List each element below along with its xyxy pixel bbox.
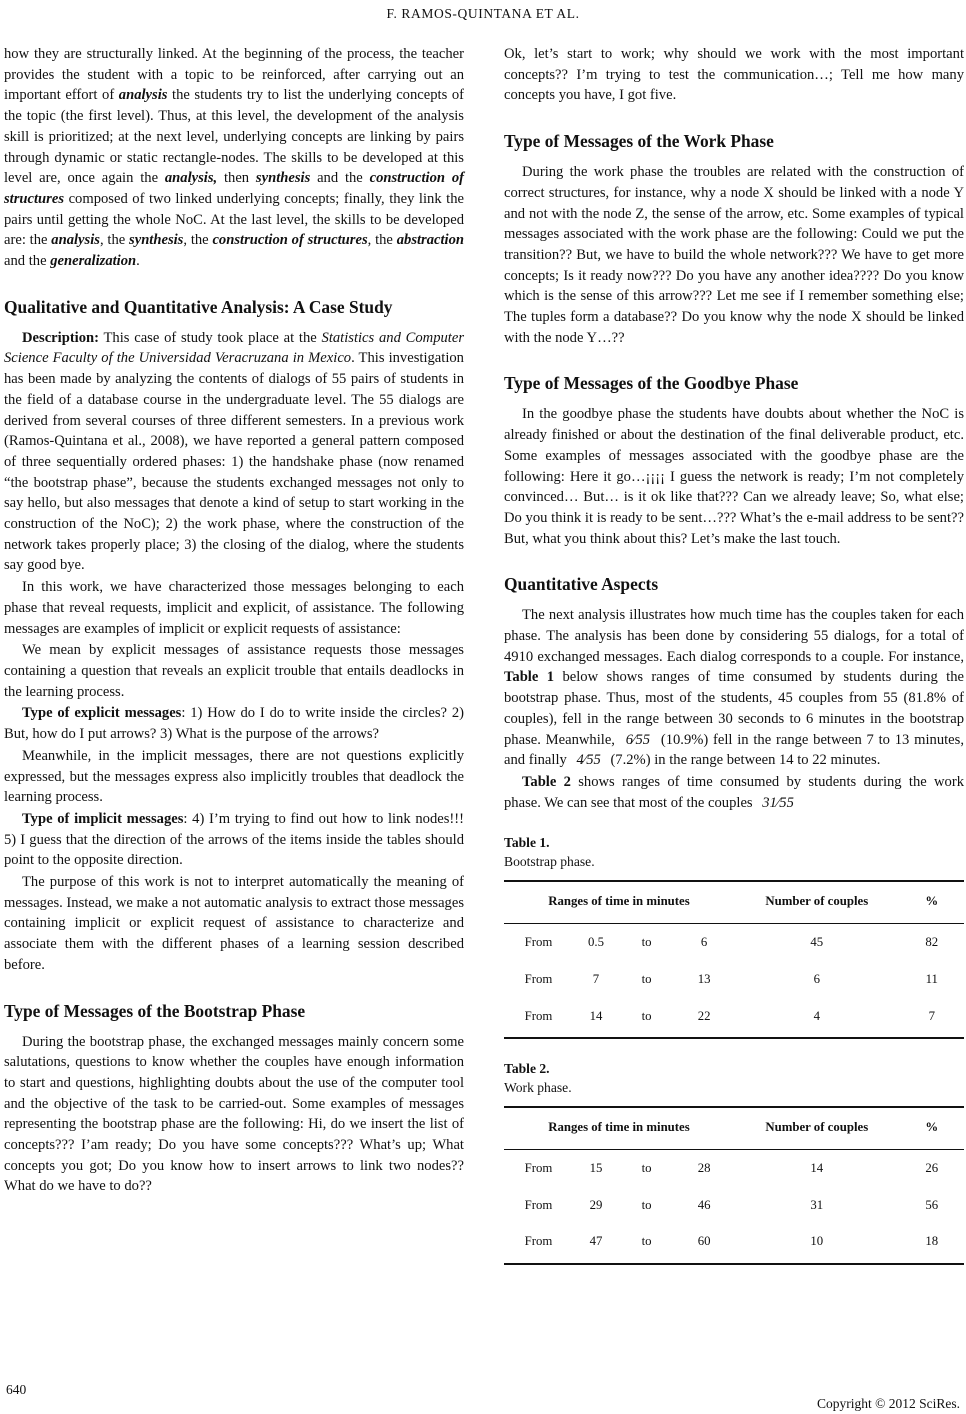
paragraph-explicit-messages: Type of explicit messages: 1) How do I do to write inside the circles? 2) But, how do I put arrows? 3) What is the purpose of the arrows? — [4, 705, 464, 743]
table-header-cell: % — [900, 1107, 964, 1149]
table-cell: to — [641, 1197, 652, 1212]
table-row — [504, 924, 964, 961]
table-cell: to — [619, 1223, 674, 1264]
section-heading-case-study: Qualitative and Quantitative Analysis: A Case Study — [4, 296, 393, 317]
copyright-notice: Copyright © 2012 SciRes. — [816, 1396, 960, 1411]
table-header-row — [504, 1107, 964, 1149]
table-cell: 13 — [697, 971, 711, 986]
table2-caption — [504, 1059, 964, 1097]
table-cell: 11 — [925, 971, 938, 986]
section-heading-goodbye: Type of Messages of the Goodbye Phase — [504, 373, 799, 394]
table2-title: Work phase. — [504, 1080, 572, 1096]
table-cell: 29 — [589, 1197, 603, 1212]
table-cell: 82 — [925, 935, 939, 950]
paragraph-implicit-definition: Meanwhile, in the implicit messages, there are not questions explicitly expressed, but the messages express also implicitly troubles that deadlock the learning process. — [4, 747, 464, 806]
table-cell: 7 — [900, 998, 964, 1039]
section-heading-bootstrap: Type of Messages of the Bootstrap Phase — [4, 1000, 306, 1021]
table-cell: 14 — [810, 1160, 824, 1175]
paragraph-description: Description: This case of study took place at the Statistics and Computer Science Faculty of the Universidad Veracruzana in Mexico. This investigation has been made by analyzing the contents of dialogs of 55 pairs of students in the field of a database course in the undergraduate level. The 55 dialogs are derived from several courses of three different semesters. In a previous work (Ramos-Quintana et al., 2008), we have reported a general pattern composed of three sequentially ordered phases: 1) the handshake phase (now renamed “the bootstrap phase”, because the students exchanged messages not only to say hello, but also messages that denote a kind of setup to start working in the construction of the NoC); 2) the work phase, where the construction of the network takes properly place; 3) the closing of the dialog, where the students say good bye. — [4, 329, 465, 574]
paragraph-purpose: The purpose of this work is not to interpret automatically the meaning of messages. Instead, we make a not automatic analysis to extract those messages containing implicit or explicit request of assistance to characterize and associate them with the different phases of a learning session described before. — [4, 874, 464, 973]
paragraph-characterized: In this work, we have characterized those messages belonging to each phase that reveal requests, implicit and explicit, of assistance. The following messages are examples of implicit or explicit requests of assistance: — [4, 579, 464, 637]
table-cell: 0.5 — [588, 935, 604, 950]
table-cell: From — [524, 1197, 553, 1212]
table2 — [504, 1106, 964, 1265]
table-cell: From — [504, 1223, 573, 1264]
left-column — [4, 44, 464, 1198]
table-cell: From — [524, 1160, 553, 1175]
table-cell: 7 — [592, 971, 600, 986]
paragraph-intro-continued: how they are structurally linked. At the beginning of the process, the teacher provides the student with a topic to be reinforced, after carrying out an important effort of analysis the students try to list the underlying concepts of the topic (the first level). Thus, at this level, the development of the analysis skill is prioritized; at the next level, underlying concepts are linking by pairs through dynamic or static rectangle-nodes. The skills to be developed at this level are, once again the analysis, then synthesis and the construction of structures composed of two linked underlying concepts; finally, they link the pairs until getting the whole NoC. At the last level, the skills to be developed are: the analysis, the synthesis, the construction of structures, the abstraction and the generalization. — [4, 46, 465, 270]
table-cell: From — [524, 971, 553, 986]
table-row — [504, 1187, 964, 1224]
paragraph-implicit-messages: Type of implicit messages: 4) I’m trying to find out how to link nodes!!! 5) I guess that the direction of the arrows of the items inside the tables should point to the opposite direction. — [4, 810, 464, 869]
table-row — [504, 998, 964, 1039]
table-cell: 46 — [697, 1197, 711, 1212]
paragraph-bootstrap-continued: Ok, let’s start to work; why should we work with the most important concepts?? I’m trying to test the communication…; Tell me how many concepts you have, I got five. — [504, 46, 964, 104]
paragraph-explicit-definition: We mean by explicit messages of assistance requests those messages containing a question that reveals an explicit trouble that entails deadlocks in the learning process. — [4, 642, 464, 700]
table-cell: 6 — [813, 971, 820, 986]
paragraph-bootstrap: During the bootstrap phase, the exchanged messages mainly concern some salutations, questions to know whether the couples have enough information to start and questions, highlighting doubts about the use of the computer tool and the objective of the task to be carried-out. Some examples of messages representing the bootstrap phase are the following: Hi, do we insert the list of concepts??? I’am ready; Do you have some concepts??? What’s up; What concepts you got; Do you know how to insert arrows to link two nodes?? What do we have to do?? — [4, 1033, 464, 1195]
table-cell: From — [524, 935, 553, 950]
table-cell: to — [619, 998, 674, 1039]
running-header: F. RAMOS-QUINTANA ET AL. — [386, 6, 580, 21]
table-cell: 18 — [900, 1223, 964, 1264]
table1-title: Bootstrap phase. — [504, 854, 595, 870]
paragraph-table2-intro: Table 2 shows ranges of time consumed by students during the work phase. We can see that most of the couples 31∕55 — [504, 773, 964, 811]
table-header-row — [504, 881, 964, 923]
table-cell: 22 — [674, 998, 734, 1039]
table-row — [504, 1223, 964, 1264]
table-cell: 10 — [734, 1223, 900, 1264]
paragraph-quantitative: The next analysis illustrates how much time has the couples taken for each phase. The analysis has been done by considering 55 dialogs, for a total of 4910 exchanged messages. Each dialog corresponds to a couple. For instance, Table 1 below shows ranges of time consumed by students during the bootstrap phase. Thus, most of the students, 45 couples from 55 (81.8% of couples), fell in the range between 30 seconds to 6 minutes in the bootstrap phase. Meanwhile, 6∕55 (10.9%) fell in the range between 7 to 13 minutes, and finally 4∕55 (7.2%) in the range between 14 to 22 minutes. — [504, 607, 964, 769]
table-header-cell: % — [900, 881, 964, 923]
table-cell: to — [641, 971, 652, 986]
table-header-cell: Ranges of time in minutes — [504, 1107, 734, 1149]
table-cell: 60 — [674, 1223, 734, 1264]
table1 — [504, 880, 964, 1039]
table-row — [504, 961, 964, 998]
table-cell: 6 — [700, 935, 708, 950]
table-cell: 15 — [589, 1160, 603, 1175]
table-cell: From — [504, 998, 573, 1039]
table-cell: to — [641, 935, 652, 950]
table-cell: 31 — [810, 1197, 824, 1212]
table-cell: 26 — [925, 1160, 939, 1175]
table1-label: Table 1. — [504, 835, 550, 851]
paragraph-goodbye: In the goodbye phase the students have doubts about whether the NoC is already finished or about the destination of the final deliverable product, etc. Some examples of messages associated with the goodbye phase are the following: Here it go…¡¡¡¡ I guess the network is ready; I’m not completely convinced… But… is it ok like that??? Can we already leave; So, what else; Do you think it is ready to be sent…??? What’s the e-mail address to be sent?? But, what you think about this? Let’s make the last touch. — [504, 406, 964, 547]
table-header-cell: Number of couples — [734, 1107, 900, 1149]
table-cell: 47 — [573, 1223, 619, 1264]
right-column — [504, 44, 964, 1265]
table2-label: Table 2. — [504, 1061, 550, 1077]
table-header-cell: Number of couples — [734, 881, 900, 923]
table-row — [504, 1149, 964, 1186]
table-cell: 45 — [810, 935, 824, 950]
table-cell: 56 — [925, 1197, 939, 1212]
table-cell: 14 — [573, 998, 619, 1039]
table-cell: 28 — [697, 1160, 711, 1175]
table1-caption — [504, 833, 964, 871]
table-header-cell: Ranges of time in minutes — [504, 881, 734, 923]
page-number: 640 — [6, 1382, 27, 1397]
paragraph-work: During the work phase the troubles are related with the construction of correct structures, for instance, why a node X should be linked with a node Y and not with the node Z, the sense of the arrow, etc. Some examples of typical messages associated with the work phase are the following: Could we put the transition?? But, we have to build the whole network??? We have to get more concepts; Is it ready now??? Do you have any another idea???? Do you know which is the sense of this arrow??? Let me see if I remember something else; The tuples form a database?? Do you know why the node X should be linked with the node Y…?? — [504, 164, 964, 346]
section-heading-quantitative: Quantitative Aspects — [504, 574, 659, 595]
table-cell: to — [641, 1160, 652, 1175]
section-heading-work: Type of Messages of the Work Phase — [504, 131, 774, 152]
table-cell: 4 — [734, 998, 900, 1039]
